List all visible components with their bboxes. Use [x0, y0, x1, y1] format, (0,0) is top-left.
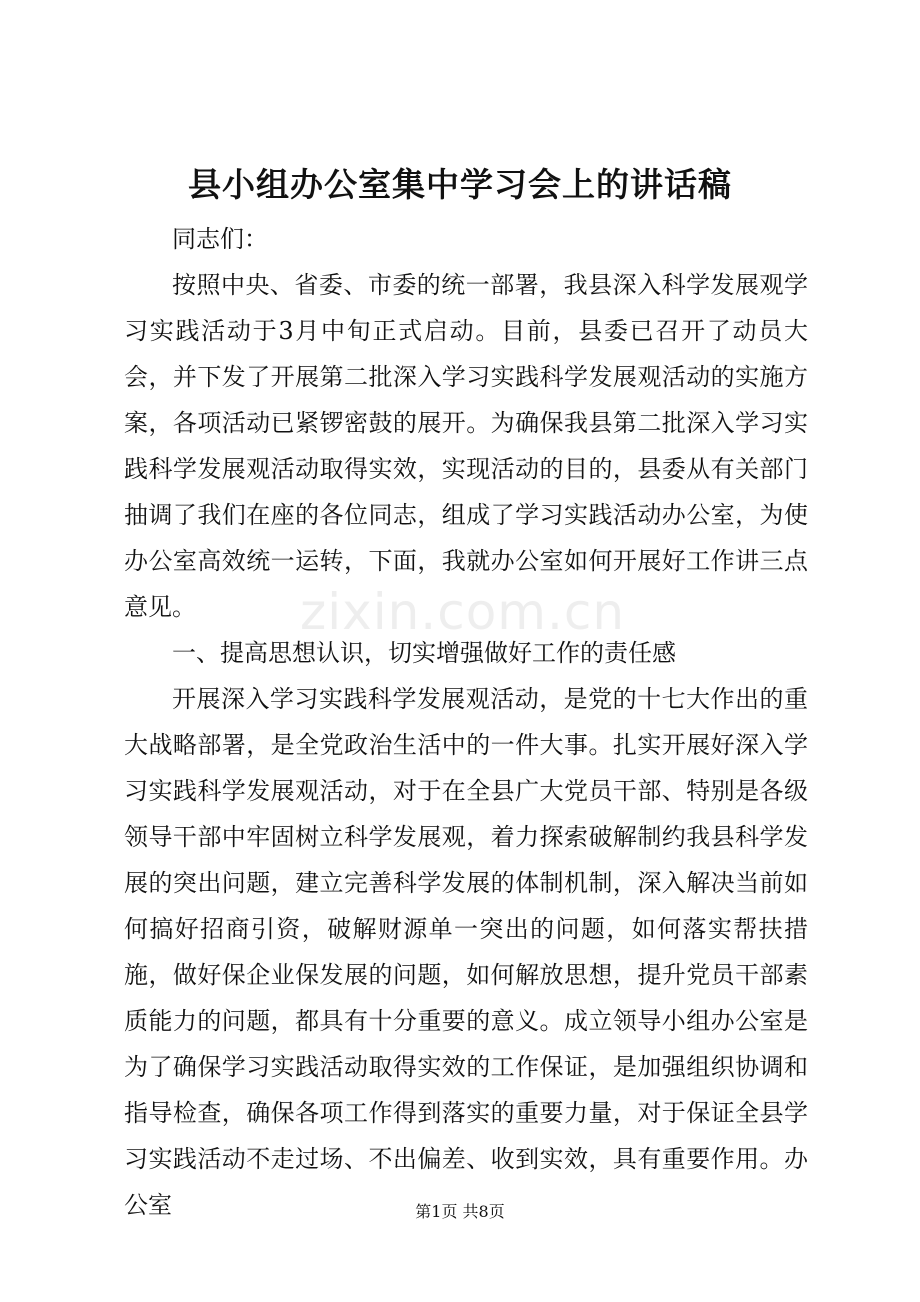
document-body	[124, 216, 808, 1228]
watermark: zixin.com.cn	[300, 583, 626, 641]
salutation-paragraph: 同志们：	[172, 225, 268, 253]
intro-paragraph: 按照中央、省委、市委的统一部署，我县深入科学发展观学习实践活动于3月中旬正式启动。目前，县委已召开了动员大会，并下发了开展第二批深入学习实践科学发展观活动的实施方案，各项活动已紧锣密鼓的展开。为确保我县第二批深入学习实践科学发展观活动取得实效，实现活动的目的，县委从有关部门抽调了我们在座的各位同志，组成了学习实践活动办公室，为使办公室高效统一运转，下面，我就办公室如何开展好工作讲三点意见。	[124, 271, 808, 621]
section-heading-1: 一、提高思想认识，切实增强做好工作的责任感	[172, 639, 676, 667]
body-paragraph: 开展深入学习实践科学发展观活动，是党的十七大作出的重大战略部署，是全党政治生活中的一件大事。扎实开展好深入学习实践科学发展观活动，对于在全县广大党员干部、特别是各级领导干部中牢固树立科学发展观，着力探索破解制约我县科学发展的突出问题，建立完善科学发展的体制机制，深入解决当前如何搞好招商引资，破解财源单一突出的问题，如何落实帮扶措施，做好保企业保发展的问题，如何解放思想，提升党员干部素质能力的问题，都具有十分重要的意义。成立领导小组办公室是为了确保学习实践活动取得实效的工作保证，是加强组织协调和指导检查，确保各项工作得到落实的重要力量，对于保证全县学习实践活动不走过场、不出偏差、收到实效，具有重要作用。办公室	[124, 685, 808, 1219]
document-title: 县小组办公室集中学习会上的讲话稿	[188, 165, 732, 204]
page-footer: 第1页 共8页	[415, 1202, 505, 1221]
